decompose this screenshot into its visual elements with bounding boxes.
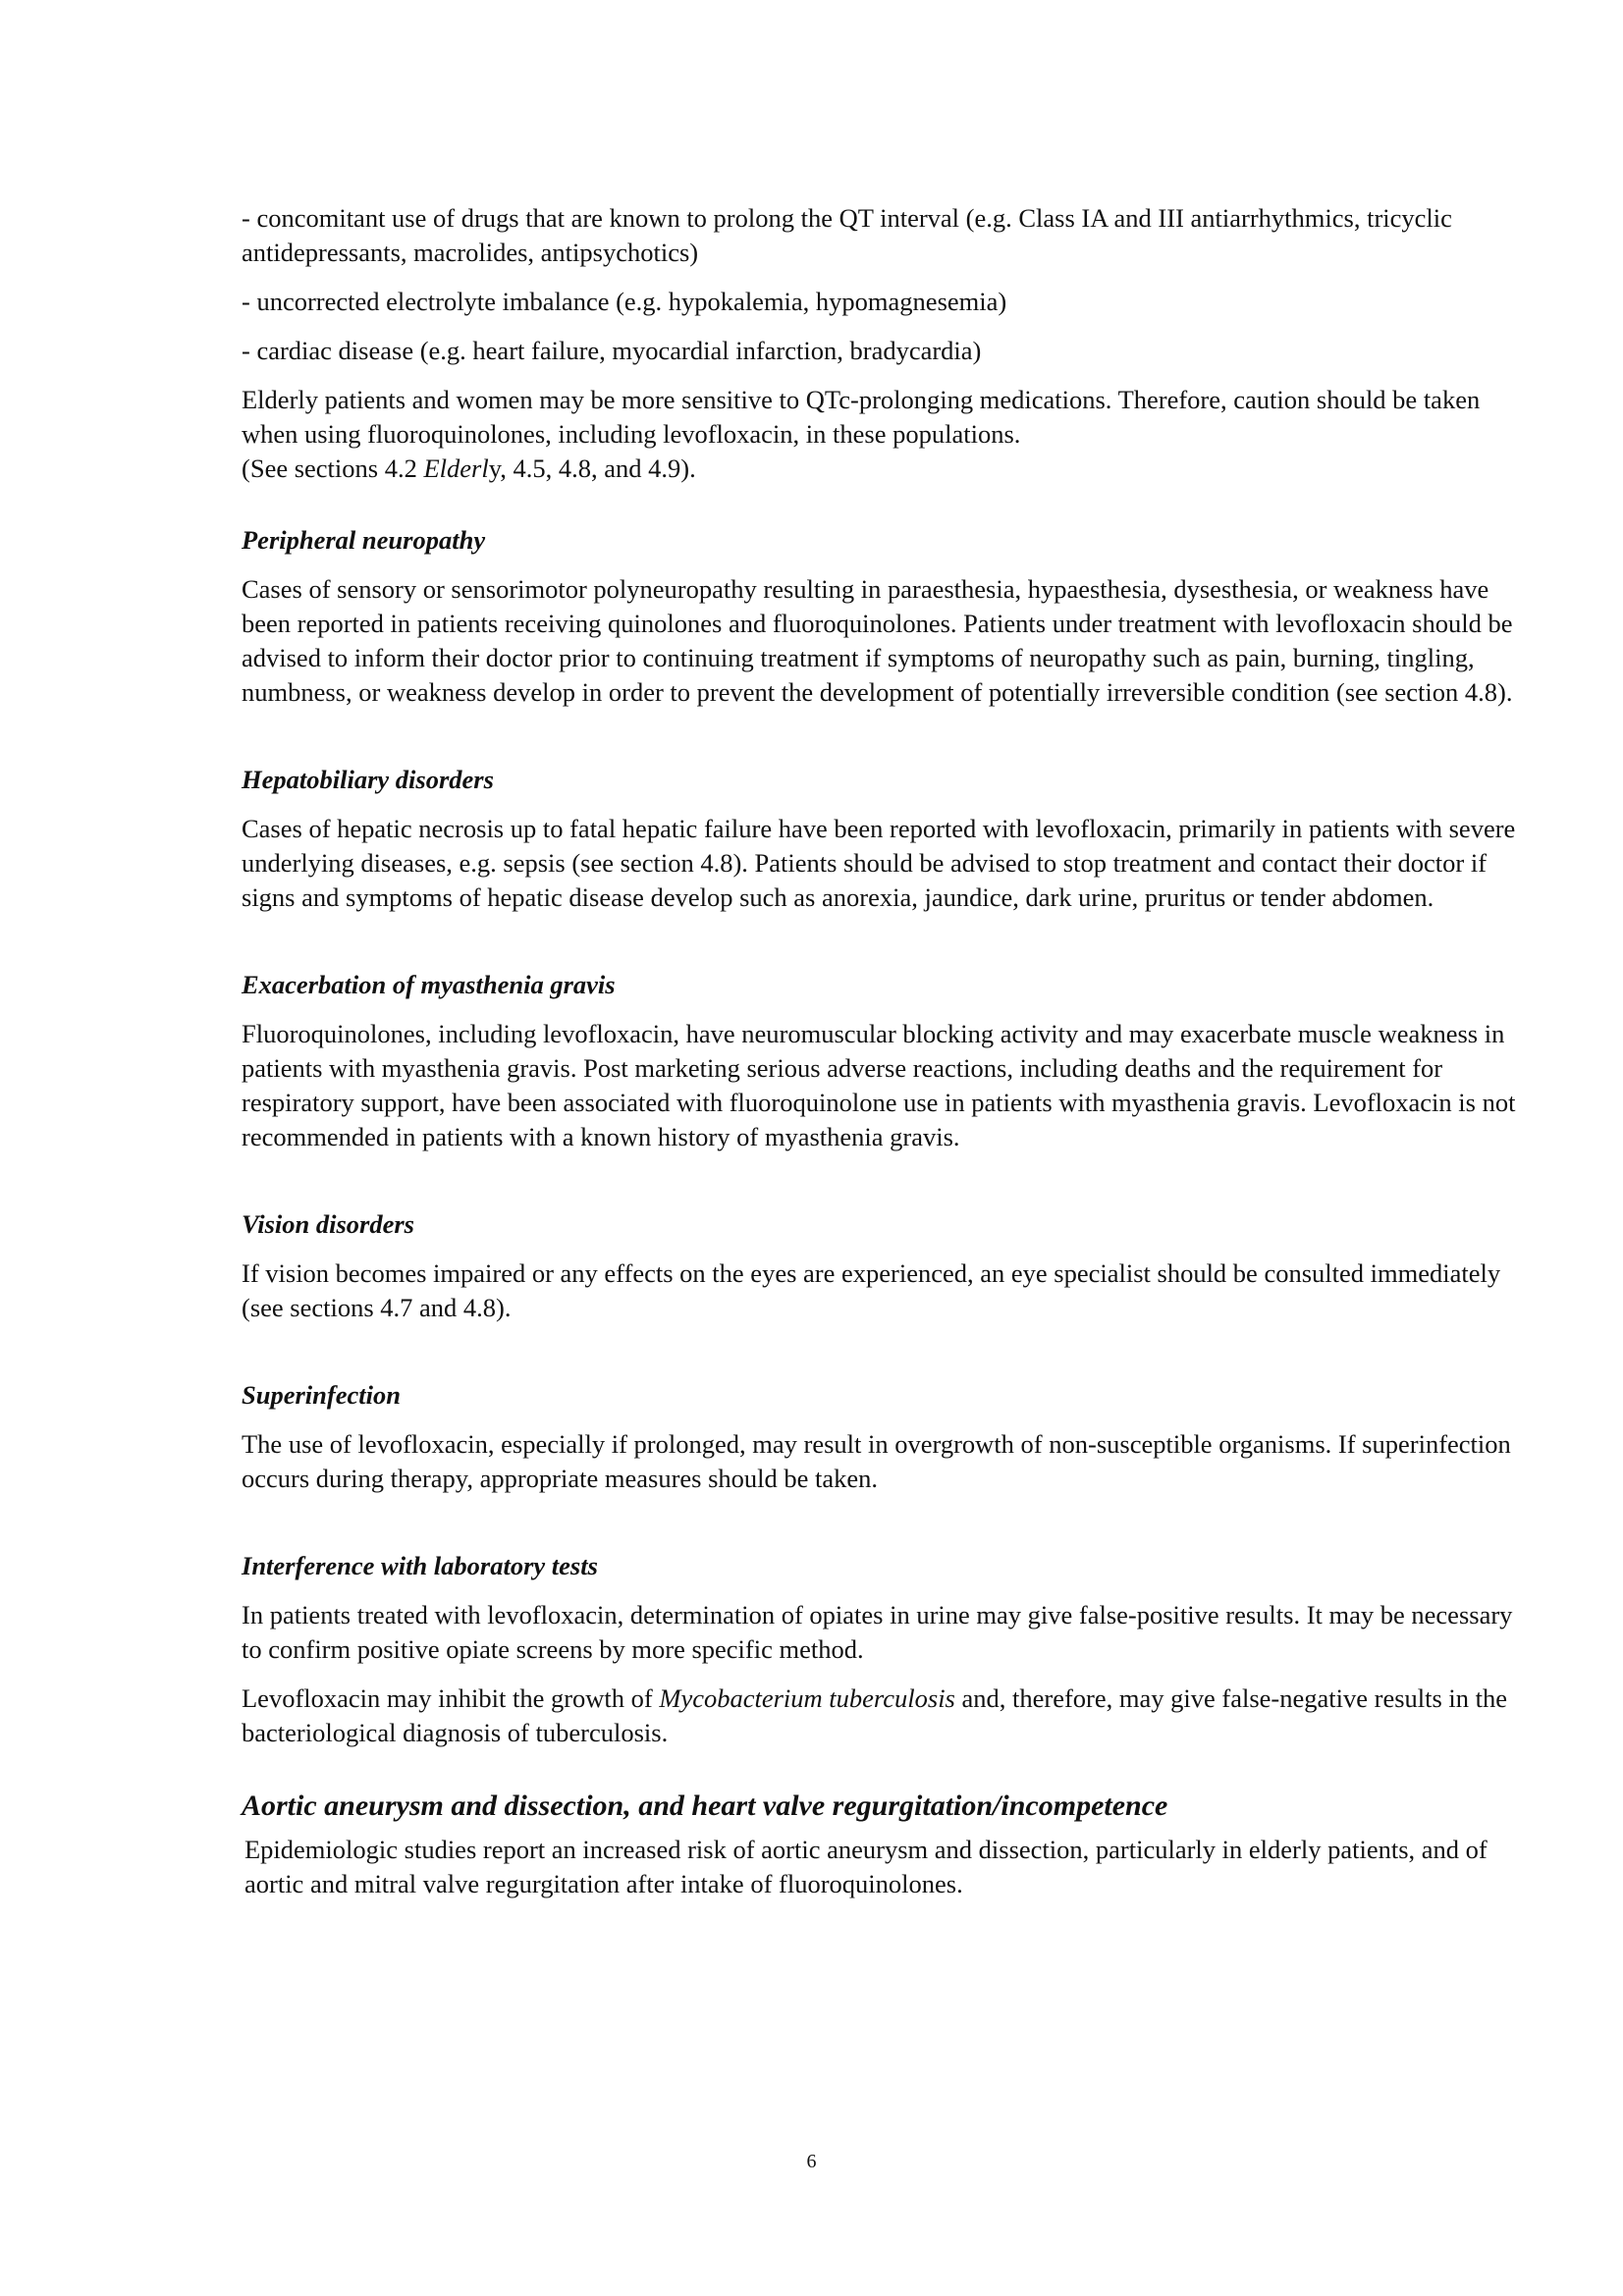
heading-myasthenia: Exacerbation of myasthenia gravis (242, 970, 616, 999)
page-number: 6 (806, 2151, 817, 2172)
elderly-caution-text: Elderly patients and women may be more sensitive to QTc-prolonging medications. Therefore, caution should be taken when using fluoroquinolones, including levofloxacin, in these populations. (242, 385, 1481, 449)
section-hepatobiliary (242, 763, 1518, 915)
text-myasthenia: Fluoroquinolones, including levofloxacin, have neuromuscular blocking activity and may exacerbate muscle weakness in patients with myasthenia gravis. Post marketing serious adverse reactions, including deaths and the requirement for respiratory support, have been associated with fluoroquinolone use in patients with myasthenia gravis. Levofloxacin is not recommended in patients with a known history of myasthenia gravis. (242, 1019, 1516, 1151)
see-sections-prefix: (See sections 4.2 (242, 454, 424, 483)
text-peripheral-neuropathy: Cases of sensory or sensorimotor polyneuropathy resulting in paraesthesia, hypaesthesia, dysesthesia, or weakness have been reported in patients receiving quinolones and fluoroquinolones. Patients under treatment with levofloxacin should be advised to inform their doctor prior to continuing treatment if symptoms of neuropathy such as pain, burning, tingling, numbness, or weakness develop in order to prevent the development of potentially irreversible condition (see section 4.8). (242, 574, 1513, 707)
heading-superinfection: Superinfection (242, 1380, 401, 1410)
tuberculosis-suffix: and, therefore, may give false-negative results in the bacteriological diagnosis of tuberculosis. (242, 1683, 1508, 1747)
heading-vision: Vision disorders (242, 1209, 414, 1239)
heading-lab-tests: Interference with laboratory tests (242, 1551, 598, 1580)
qt-risk-bullet-drugs: - concomitant use of drugs that are known to prolong the QT interval (e.g. Class IA and III antiarrhythmics, tricyclic antidepressants, macrolides, antipsychotics) (242, 203, 1452, 267)
text-vision: If vision becomes impaired or any effects on the eyes are experienced, an eye specialist should be consulted immediately (see sections 4.7 and 4.8). (242, 1258, 1501, 1322)
section-myasthenia (242, 968, 1518, 1154)
section-superinfection (242, 1378, 1518, 1496)
see-sections-italic: Elderl (423, 454, 489, 483)
text-hepatobiliary: Cases of hepatic necrosis up to fatal hepatic failure have been reported with levofloxacin, primarily in patients with severe underlying diseases, e.g. sepsis (see section 4.8). Patients should be advised to stop treatment and contact their doctor if signs and symptoms of hepatic disease develop such as anorexia, jaundice, dark urine, pruritus or tender abdomen. (242, 814, 1516, 912)
qt-risk-bullet-cardiac: - cardiac disease (e.g. heart failure, myocardial infarction, bradycardia) (242, 336, 982, 365)
page-content (242, 201, 1518, 1901)
elderly-caution-paragraph (242, 383, 1518, 486)
section-aortic (242, 1788, 1518, 1901)
section-vision (242, 1207, 1518, 1325)
text-aortic: Epidemiologic studies report an increased risk of aortic aneurysm and dissection, particularly in elderly patients, and of aortic and mitral valve regurgitation after intake of fluoroquinolones. (244, 1835, 1488, 1898)
tuberculosis-organism: Mycobacterium tuberculosis (659, 1683, 955, 1713)
heading-aortic: Aortic aneurysm and dissection, and heart valve regurgitation/incompetence (242, 1789, 1168, 1822)
heading-peripheral-neuropathy: Peripheral neuropathy (242, 525, 486, 555)
section-lab-tests (242, 1549, 1518, 1750)
section-peripheral-neuropathy (242, 523, 1518, 710)
qt-risk-bullet-electrolyte: - uncorrected electrolyte imbalance (e.g. hypokalemia, hypomagnesemia) (242, 287, 1007, 316)
text-lab-tests-opiates: In patients treated with levofloxacin, determination of opiates in urine may give false-positive results. It may be necessary to confirm positive opiate screens by more specific method. (242, 1600, 1513, 1664)
tuberculosis-prefix: Levofloxacin may inhibit the growth of (242, 1683, 660, 1713)
text-lab-tests-tuberculosis (242, 1682, 1518, 1750)
see-sections-suffix: y, 4.5, 4.8, and 4.9). (488, 454, 696, 483)
text-superinfection: The use of levofloxacin, especially if prolonged, may result in overgrowth of non-susceptible organisms. If superinfection occurs during therapy, appropriate measures should be taken. (242, 1429, 1511, 1493)
heading-hepatobiliary: Hepatobiliary disorders (242, 765, 494, 794)
